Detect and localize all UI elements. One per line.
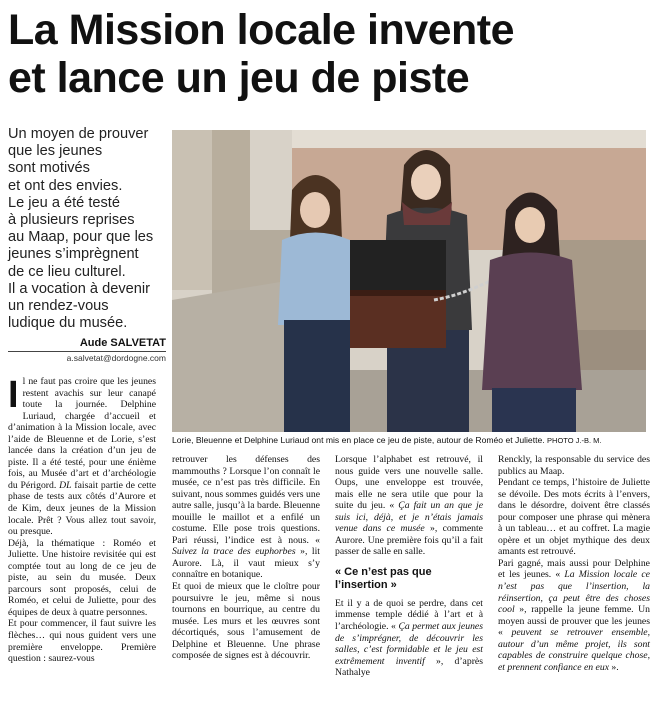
standfirst-line: au Maap, pour que les — [8, 229, 154, 246]
photo-illustration — [172, 130, 646, 432]
standfirst-line: un rendez-vous — [8, 298, 109, 315]
standfirst-line: Le jeu a été testé — [8, 194, 120, 211]
caption-text: Lorie, Bleuenne et Delphine Luriaud ont mis en place ce jeu de piste, autour de Roméo et Juliette. — [172, 435, 545, 445]
headline — [8, 6, 658, 102]
paragraph-text: Lorsque l’alphabet est retrouvé, il nous guide vers une nouvelle salle. Oups, une enveloppe est trouvée, mais elle ne sera utile que pour la suite du jeu. « — [335, 454, 483, 512]
paragraph: Pendant ce temps, l’histoire de Juliette se dévoile. Des mots écrits à l’envers, dans le désordre, doivent être classés pour composer une phrase qui mènera à un tableau… et au coffret. La magie opère et un objet mythique des deux amants est retrouvé. — [498, 477, 650, 558]
paragraph: Déjà, la thématique : Roméo et Juliette. Une histoire revisitée qui est comptée tout au long de ce jeu de piste, au sein du musée. Deux parcours sont proposés, celui de Roméo, et celui de Juliette, pour des équipes de deux à quatre personnes. — [8, 537, 156, 618]
paragraph-text: », d’après Nathalye — [335, 655, 483, 679]
paragraph-text: ». — [609, 661, 619, 673]
photo-credit: PHOTO J.-B. M. — [547, 436, 602, 445]
standfirst — [8, 126, 166, 332]
paragraph: Renckly, la responsable du service des publics au Maap. — [498, 454, 650, 477]
standfirst-line: ludique du musée. — [8, 315, 128, 332]
paragraph-text: », commente Aurore. Une première fois qu’il a fait passer de salle en salle. — [335, 523, 483, 558]
quote: peuvent se retrouver ensemble, autour d’un même projet, ils sont capables de construire quelque chose, et prennent confiance en eux — [498, 627, 650, 673]
paragraph-text: », rappelle la jeune femme. Un moyen aussi de prouver que les jeunes « — [498, 604, 650, 639]
paragraph — [8, 376, 156, 538]
quote: Ça permet aux jeunes de s’imprégner, de découvrir les salles, c’est formidable et le jeu est extrêmement inventif — [335, 621, 483, 667]
emphasis: DL — [59, 479, 72, 491]
standfirst-line: Un moyen de prouver — [8, 126, 149, 142]
standfirst-line: jeunes s’imprègnent — [8, 246, 139, 263]
standfirst-line: que les jeunes — [8, 143, 103, 160]
drop-cap: I — [8, 374, 19, 416]
paragraph-text: Et il y a de quoi se perdre, dans cet immense temple dédié à l’art et à l’archéologie. « — [335, 597, 483, 633]
photo-caption — [172, 435, 652, 445]
subheading: « Ce n’est pas que l’insertion » — [335, 565, 432, 591]
paragraph — [172, 454, 320, 581]
paragraph: Et pour commencer, il faut suivre les flèches… qui nous guident vers une première enveloppe. Première question : saurez-vous — [8, 618, 156, 665]
paragraph — [335, 454, 483, 558]
paragraph-text: l ne faut pas croire que les jeunes restent avachis sur leur canapé toute la journée. Delphine Luriaud, chargée d’accueil et d’animation à la Mission locale, avec l’aide de Bleuenne et de Lorie, s’est lancée dans la création d’un jeu de piste. Il a été testé, pour une énième fois, au Musée d’art et d’archéologie du Périgord. — [8, 376, 156, 491]
paragraph — [335, 598, 483, 679]
paragraph-text: faisait partie de cette phase de tests aux côtés d’Aurore et de Kim, deux jeunes de la Mission locale. Prêt ? Vous allez tout savoir, ou presque. — [8, 479, 156, 538]
article-column-2 — [172, 454, 320, 662]
standfirst-line: à plusieurs reprises — [8, 212, 135, 229]
quote: Ça fait un an que je suis ici, déjà, et je n’étais jamais venue dans ce musée — [335, 500, 483, 535]
headline-line-1: La Mission locale invente — [8, 6, 515, 54]
quote: Suivez la trace des euphorbes — [172, 546, 296, 558]
byline-divider — [8, 351, 166, 352]
paragraph — [498, 558, 650, 673]
byline-author: Aude SALVETAT — [79, 337, 166, 349]
article-photo — [172, 130, 646, 432]
paragraph-text: Pari gagné, mais aussi pour Delphine et les jeunes. « — [498, 557, 650, 581]
paragraph: Et quoi de mieux que le cloître pour poursuivre le jeu, même si nous tournons en bourrique, au centre du musée. Les murs et les œuvres sont décortiqués, sous l’amusement de Delphine et Bleuenne. Une phrase composée de signes est à découvrir. — [172, 581, 320, 662]
standfirst-line: sont motivés — [8, 160, 90, 177]
byline-email: a.salvetat@dordogne.com — [66, 353, 166, 363]
quote: La Mission locale ce n’est pas que l’insertion, la réinsertion, ça peut être des choses cool — [498, 569, 650, 616]
article-column-1 — [8, 376, 156, 665]
standfirst-line: et ont des envies. — [8, 177, 123, 194]
paragraph-text: », lit Aurore. Là, il vaut mieux s’y connaître en botanique. — [172, 546, 320, 581]
article-column-4 — [498, 454, 650, 673]
standfirst-line: Il a vocation à devenir — [8, 280, 150, 297]
paragraph-text: retrouver les défenses des mammouths ? Lorsque l’on connaît le musée, ce n’est pas très difficile. En suivant, nous sommes guidés vers une autre salle, jusqu’à la barde. Bleuenne mouille le maillot et a enfilé un costume. Elle pose trois questions. Pari réussi, l’indice est à nous. « — [172, 454, 320, 546]
article-column-3 — [335, 454, 483, 679]
headline-line-2: et lance un jeu de piste — [8, 54, 470, 102]
standfirst-line: de ce lieu culturel. — [8, 263, 126, 280]
